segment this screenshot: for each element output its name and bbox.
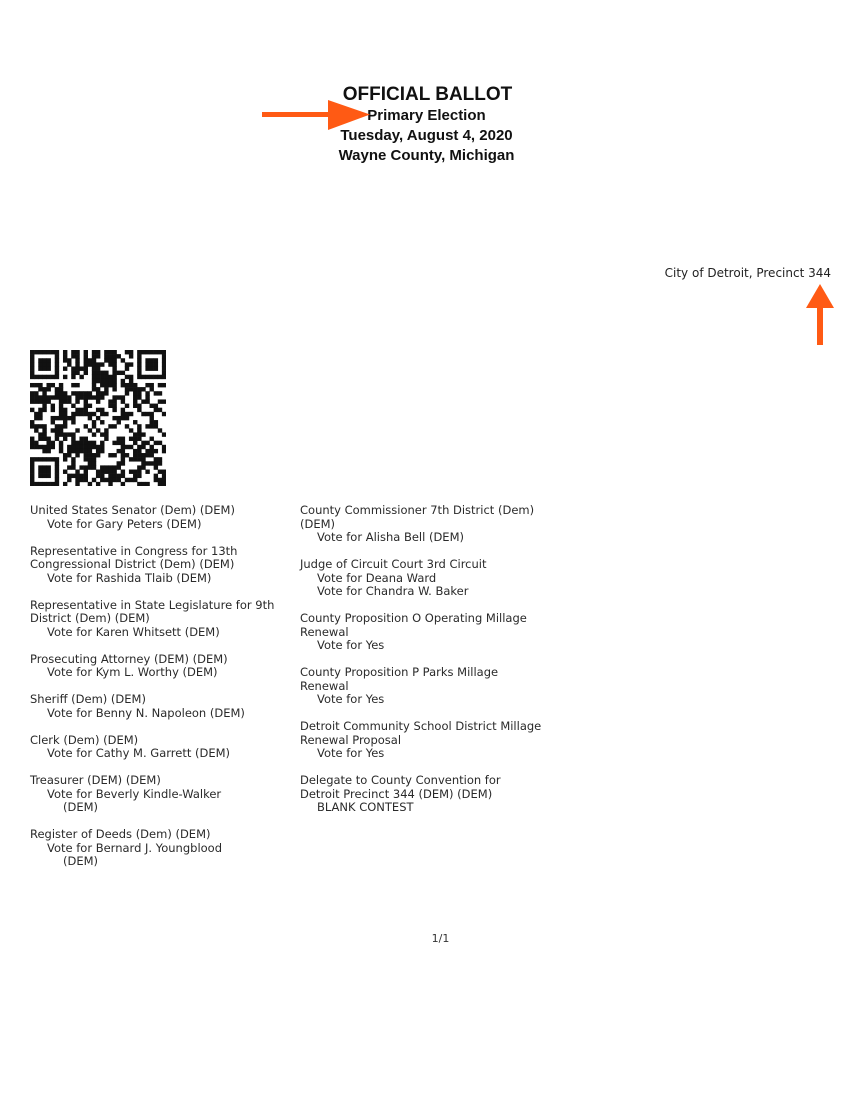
arrow-right-icon xyxy=(262,98,372,132)
race-vote-continued: (DEM) xyxy=(63,854,99,868)
race-title: Detroit Community School District Millage xyxy=(300,719,542,733)
race-title: County Commissioner 7th District (Dem) xyxy=(300,503,535,517)
ballot-race xyxy=(30,774,300,815)
race-title: Congressional District (Dem) (DEM) xyxy=(30,557,235,571)
race-title: County Proposition O Operating Millage xyxy=(300,611,527,625)
left-ballot-column xyxy=(30,504,300,882)
page-number: 1/1 xyxy=(431,932,450,945)
race-vote: Vote for Rashida Tlaib (DEM) xyxy=(47,570,212,585)
ballot-race xyxy=(300,558,570,599)
ballot-race xyxy=(300,666,570,707)
race-vote: Vote for Yes xyxy=(317,638,385,652)
race-vote: Vote for Bernard J. Youngblood xyxy=(47,840,223,855)
race-title: County Proposition P Parks Millage xyxy=(300,665,499,679)
race-title: Renewal xyxy=(300,678,349,693)
race-title: District (Dem) (DEM) xyxy=(30,611,150,625)
ballot-race xyxy=(300,612,570,653)
race-title: Representative in State Legislature for 9th xyxy=(30,597,275,612)
race-vote: Vote for Yes xyxy=(317,692,385,706)
qr-code xyxy=(30,350,166,486)
race-title: Renewal xyxy=(300,624,349,639)
race-title: (DEM) xyxy=(300,516,336,531)
precinct-label: City of Detroit, Precinct 344 xyxy=(664,266,831,280)
election-date: Tuesday, August 4, 2020 xyxy=(340,127,513,144)
race-title: United States Senator (Dem) (DEM) xyxy=(30,503,235,517)
ballot-race xyxy=(30,828,300,869)
arrow-up-icon xyxy=(804,284,836,346)
ballot-race xyxy=(300,774,570,815)
race-title: Delegate to County Convention for xyxy=(300,773,501,787)
ballot-race xyxy=(30,599,300,640)
race-vote: Vote for Yes xyxy=(317,746,385,760)
race-vote: Vote for Benny N. Napoleon (DEM) xyxy=(47,705,245,720)
race-vote: Vote for Gary Peters (DEM) xyxy=(47,516,202,531)
race-vote: Vote for Alisha Bell (DEM) xyxy=(317,530,464,544)
ballot-race xyxy=(30,693,300,720)
race-title: Prosecuting Attorney (DEM) (DEM) xyxy=(30,651,228,666)
election-county: Wayne County, Michigan xyxy=(338,147,515,164)
election-name: Primary Election xyxy=(367,107,486,124)
race-title: Sheriff (Dem) (DEM) xyxy=(30,692,146,706)
ballot-race xyxy=(30,504,300,531)
ballot-race xyxy=(30,734,300,761)
race-vote: Vote for Chandra W. Baker xyxy=(317,584,469,598)
race-title: Representative in Congress for 13th xyxy=(30,543,238,558)
ballot-race xyxy=(30,545,300,586)
race-vote: Vote for Deana Ward xyxy=(317,570,437,585)
race-title: Clerk (Dem) (DEM) xyxy=(30,732,139,747)
race-title: Detroit Precinct 344 (DEM) (DEM) xyxy=(300,786,493,801)
ballot-race xyxy=(30,653,300,680)
race-vote-continued: (DEM) xyxy=(63,800,99,814)
ballot-race xyxy=(300,720,570,761)
ballot-title: OFFICIAL BALLOT xyxy=(342,84,513,105)
ballot-race xyxy=(300,504,570,545)
race-vote: Vote for Cathy M. Garrett (DEM) xyxy=(47,746,231,760)
race-title: Judge of Circuit Court 3rd Circuit xyxy=(300,557,487,571)
race-title: Treasurer (DEM) (DEM) xyxy=(30,773,161,787)
right-ballot-column xyxy=(300,504,570,828)
race-title: Renewal Proposal xyxy=(300,732,402,747)
race-vote: Vote for Kym L. Worthy (DEM) xyxy=(47,665,218,679)
race-vote: Vote for Beverly Kindle-Walker xyxy=(47,786,222,801)
race-vote: BLANK CONTEST xyxy=(317,800,414,814)
race-vote: Vote for Karen Whitsett (DEM) xyxy=(47,624,220,639)
race-title: Register of Deeds (Dem) (DEM) xyxy=(30,827,211,841)
ballot-header xyxy=(0,84,853,166)
